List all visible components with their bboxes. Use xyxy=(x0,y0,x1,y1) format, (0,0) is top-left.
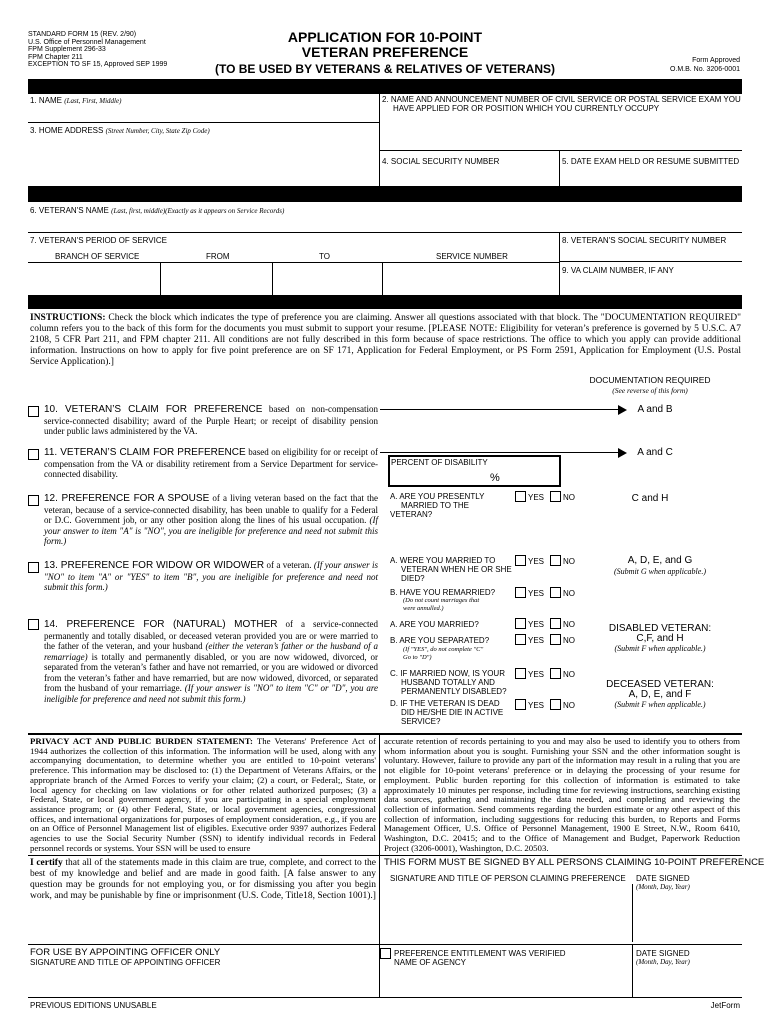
claim-13-a-yes-checkbox[interactable] xyxy=(515,555,526,566)
note-line: (Do not count marriages that xyxy=(403,597,480,604)
claimant-date-hint: (Month, Day, Year) xyxy=(636,883,690,891)
claim-14-docs-disabled xyxy=(585,624,735,654)
question-line: VETERAN? xyxy=(390,510,433,519)
entitlement-verified-label: PREFERENCE ENTITLEMENT WAS VERIFIED xyxy=(394,949,566,958)
address-label-text: 3. HOME ADDRESS xyxy=(30,126,104,135)
claim-13-a-no-checkbox[interactable] xyxy=(550,555,561,566)
vet-ssn-input[interactable] xyxy=(560,246,741,260)
claim-13-b-no-checkbox[interactable] xyxy=(550,587,561,598)
divider xyxy=(28,232,742,233)
claim-13-docs: A, D, E, and G xyxy=(627,555,693,566)
docs-disabled-note: (Submit F when applicable.) xyxy=(614,644,706,653)
claim-11-description: based on eligibility for or receipt of compensation from the VA or disability retirement from a Service Department for service-connected disability. xyxy=(44,447,378,479)
documentation-required-heading: DOCUMENTATION REQUIRED xyxy=(589,375,711,385)
form-subtitle: (TO BE USED BY VETERANS & RELATIVES OF VETERANS) xyxy=(214,62,556,76)
yes-label: YES xyxy=(528,670,545,679)
vet-name-label-text: 6. VETERAN'S NAME xyxy=(30,206,109,215)
agency-name-label: NAME OF AGENCY xyxy=(394,958,467,967)
claim-13-note: (If your answer is "NO" to item "A" or "YES" to item "B", you are ineligible for preference and need not submit this form.) xyxy=(44,560,379,592)
entitlement-verified-checkbox[interactable] xyxy=(380,948,391,959)
no-label: NO xyxy=(563,589,575,598)
yes-label: YES xyxy=(528,557,545,566)
question-line: DIED? xyxy=(401,574,425,583)
arrow-line xyxy=(380,409,622,410)
name-hint: (Last, First, Middle) xyxy=(64,97,122,105)
question-line: SERVICE? xyxy=(401,717,441,726)
vet-name-hint: (Last, first, middle)(Exactly as it appears on Service Records) xyxy=(111,207,285,215)
form-agency: U.S. Office of Personnel Management xyxy=(28,38,146,46)
instructions xyxy=(30,313,741,368)
yes-label: YES xyxy=(528,620,545,629)
divider xyxy=(28,944,742,945)
divider xyxy=(559,261,742,262)
question-line: MARRIED TO THE xyxy=(401,501,470,510)
claim-14-a-yes-checkbox[interactable] xyxy=(515,618,526,629)
jetform-mark: JetForm xyxy=(710,1001,740,1010)
claim-14-note: (If your answer is "NO" to item "C" or "D", you are ineligible for preference and need not submit this form.) xyxy=(44,683,379,704)
claim-13-description: of a veteran. xyxy=(266,560,312,570)
claim-14-question-b: B. ARE YOU SEPARATED? xyxy=(390,636,490,645)
service-number-input[interactable] xyxy=(383,263,558,294)
claim-14-d-no-checkbox[interactable] xyxy=(550,699,561,710)
ssn-input[interactable] xyxy=(380,167,557,185)
claimant-signature-label: SIGNATURE AND TITLE OF PERSON CLAIMING PREFERENCE xyxy=(390,874,626,883)
claim-14-question-a: A. ARE YOU MARRIED? xyxy=(390,620,479,629)
claim-13-title: 13. PREFERENCE FOR WIDOW OR WIDOWER xyxy=(44,560,265,571)
claim-13-text xyxy=(44,560,378,593)
claim-13-checkbox[interactable] xyxy=(28,562,39,573)
claim-14-description-italic: (either the veteran’s father or the husband of a remarriage) xyxy=(44,641,378,662)
question-line: DID HE/SHE DIE IN ACTIVE xyxy=(401,708,504,717)
address-input[interactable] xyxy=(29,136,377,184)
claim-14-description-2: is totally and permanently disabled, or you are now widowed, divorced, or separated from the veteran’s father and have not remarried, or you are widowed or divorced from the veteran’s father and have remarried, but are now widowed, divorced, or separated from the husband of your remarriage. xyxy=(44,651,379,693)
docs-disabled-list: C,F, and H xyxy=(636,633,684,644)
claimant-date-label: DATE SIGNED xyxy=(636,874,690,883)
claim-11-docs: A and C xyxy=(637,447,673,458)
agency-name-input[interactable] xyxy=(393,968,631,996)
claim-14-b-yes-checkbox[interactable] xyxy=(515,634,526,645)
address-field-label xyxy=(30,126,210,136)
docs-deceased-list: A, D, E, and F xyxy=(628,689,692,700)
exam-label-line-2: HAVE APPLIED FOR OR POSITION WHICH YOU CURRENTLY OCCUPY xyxy=(393,104,660,113)
exam-field-label xyxy=(382,95,741,113)
address-hint: (Street Number, City, State Zip Code) xyxy=(105,127,210,135)
claim-10-title: 10. VETERAN’S CLAIM FOR PREFERENCE xyxy=(44,404,263,415)
instructions-heading: INSTRUCTIONS: xyxy=(30,313,106,323)
divider xyxy=(379,735,380,855)
privacy-text-left: The Veterans' Preference Act of 1944 authorizes the collection of this information. The information will be used, along with any accompanying documentation, to determine whether you are entitled to 10-point veterans' preference. This information may be disclosed to: (1) the Department of Veterans Affairs, or the appropriate branch of the Armed Forces to verify your claim; (2) a court, or Federal;, State, or local agency for checking on law violations or for other related authorized purposes; (3) a Federal, State, or local government agency, if you are participating in a special employment assistance program; or (4) other Federal, State, or local government agencies, congressional offices, and international organizations for purposes of employment consideration, e.g., if you are on an Office of Personnel Management list of eligibles. Executive order 9397 authorizes Federal agencies to use the Social Security Number (SSN) to identify individual records in Federal personnel records or systems. Your SSN will be used to ensure xyxy=(30,736,376,853)
form-chapter: FPM Chapter 211 xyxy=(28,53,83,61)
to-column-header: TO xyxy=(319,252,330,261)
yes-label: YES xyxy=(528,636,545,645)
divider xyxy=(632,944,633,997)
question-line: VETERAN WHEN HE OR SHE xyxy=(401,565,512,574)
officer-signature-label: SIGNATURE AND TITLE OF APPOINTING OFFICER xyxy=(30,958,221,967)
claim-13-docs-note: (Submit G when applicable.) xyxy=(614,567,706,576)
officer-signature-input[interactable] xyxy=(29,968,377,996)
omb-approval xyxy=(670,56,740,74)
claimant-signature-input[interactable] xyxy=(381,884,631,942)
privacy-statement-right: accurate retention of records pertaining to you and may also be used to identify you to others from whom information about you is sought. Furnishing your SSN and the other information sought is voluntary. However, failure to provide any part of the information may result in a ruling that you are not eligible for 10-point veterans' preference or in delaying the processing of your resume for employment. Public burden reporting for this collection of information is estimated to take approximately 10 minutes per response, including time for reviewing instructions, searching existing data sources, gathering and maintaining the data needed, and completing and reviewing the collection of information. Send comments regarding the burden estimate or any other aspect of this collection of information, including suggestions for reducing this burden, to Reports and Forms Management Officer, U.S. Office of Personnel Management, 1900 E Street, N.W., Room 6410, Washington, D.C. 20415; and to the Office of Management and Budget, Paperwork Reduction Project (3206-0001), Washington, D.C. 20503. xyxy=(384,736,740,853)
section-bar-3 xyxy=(28,295,742,309)
percent-disability-field[interactable] xyxy=(388,455,561,487)
no-label: NO xyxy=(563,636,575,645)
claim-12-note: (If your answer to item "A" is "NO", you are ineligible for preference and need not submit this form.) xyxy=(44,515,378,546)
certification xyxy=(30,858,376,902)
vet-name-input[interactable] xyxy=(29,215,741,231)
form-exception: EXCEPTION TO SF 15, Approved SEP 1999 xyxy=(28,61,168,68)
divider xyxy=(28,122,379,123)
vet-ssn-field-label: 8. VETERAN'S SOCIAL SECURITY NUMBER xyxy=(562,236,727,245)
must-sign-notice: THIS FORM MUST BE SIGNED BY ALL PERSONS CLAIMING 10-POINT PREFERENCE xyxy=(384,857,765,868)
note-line: (If "YES", do not complete "C" xyxy=(403,646,484,653)
docs-deceased-title: DECEASED VETERAN: xyxy=(606,679,714,690)
claim-12-title: 12. PREFERENCE FOR A SPOUSE xyxy=(44,493,210,504)
claim-10-text xyxy=(44,404,378,437)
section-bar-2 xyxy=(28,186,742,202)
claim-12-text xyxy=(44,493,378,547)
claim-10-description: based on non-compensation service-connected disability; award of the Purple Heart; or receipt of disability pension under public laws administered by the VA. xyxy=(44,404,379,436)
claim-14-question-d xyxy=(390,699,503,726)
note-line: were annulled.) xyxy=(403,604,444,612)
no-label: NO xyxy=(563,557,575,566)
divider xyxy=(632,884,633,942)
claim-10-checkbox[interactable] xyxy=(28,406,39,417)
claim-14-c-no-checkbox[interactable] xyxy=(550,668,561,679)
claim-12-checkbox[interactable] xyxy=(28,495,39,506)
claim-14-title: 14. PREFERENCE FOR (NATURAL) MOTHER xyxy=(44,619,278,630)
claim-14-description-1: of a service-connected permanently and totally disabled, or deceased veteran provided you are or were married to the father of the veteran, and your husband xyxy=(44,619,379,651)
docs-deceased-note: (Submit F when applicable.) xyxy=(614,700,706,709)
from-column-header: FROM xyxy=(206,252,230,261)
claim-14-question-c xyxy=(390,669,507,696)
yes-label: YES xyxy=(528,589,545,598)
divider xyxy=(28,733,742,735)
date-exam-input[interactable] xyxy=(560,167,741,185)
service-number-column-header: SERVICE NUMBER xyxy=(436,252,508,261)
va-claim-input[interactable] xyxy=(560,276,741,294)
claim-13-question-b-note xyxy=(403,597,479,612)
form-supplement: FPM Supplement 296-33 xyxy=(28,46,106,53)
question-line: A. ARE YOU PRESENTLY xyxy=(390,492,485,501)
certify-lead: I certify xyxy=(30,858,63,868)
section-bar-1 xyxy=(28,79,742,94)
note-line: Go to "D") xyxy=(403,653,432,661)
claim-12-description: of a living veteran based on the fact that the veteran, because of a service-connected disability, has been unable to qualify for a Federal or D.C. Government job, or any other position along the lines of his usual occupation. xyxy=(44,493,379,525)
to-input[interactable] xyxy=(273,263,381,294)
claim-14-checkbox[interactable] xyxy=(28,619,39,630)
documentation-required-subheading: (See reverse of this form) xyxy=(612,386,688,395)
officer-date-hint: (Month, Day, Year) xyxy=(636,958,690,966)
no-label: NO xyxy=(563,620,575,629)
claim-13-b-yes-checkbox[interactable] xyxy=(515,587,526,598)
divider xyxy=(379,150,742,151)
name-label-text: 1. NAME xyxy=(30,96,63,105)
claim-14-a-no-checkbox[interactable] xyxy=(550,618,561,629)
percent-disability-label: PERCENT OF DISABILITY xyxy=(391,458,488,467)
claim-14-docs-deceased xyxy=(585,680,735,710)
appointing-officer-heading: FOR USE BY APPOINTING OFFICER ONLY xyxy=(30,947,221,958)
privacy-heading: PRIVACY ACT AND PUBLIC BURDEN STATEMENT: xyxy=(30,736,253,746)
name-input[interactable] xyxy=(29,105,377,121)
ssn-field-label: 4. SOCIAL SECURITY NUMBER xyxy=(382,157,500,166)
claim-10-docs: A and B xyxy=(637,404,673,415)
question-line: PERMANENTLY DISABLED? xyxy=(401,687,507,696)
claim-12-a-no-checkbox[interactable] xyxy=(550,491,561,502)
question-line: D. IF THE VETERAN IS DEAD xyxy=(390,699,500,708)
divider xyxy=(379,855,380,997)
claim-14-b-no-checkbox[interactable] xyxy=(550,634,561,645)
certify-text: that all of the statements made in this claim are true, complete, and correct to the best of my knowledge and belief and are made in good faith. [A false answer to any question may be grounds for not employing you, or for dismissing you after you begin work, and may be punishable by fine or imprisonment (U.S. Code, Title18, Section 1001).] xyxy=(30,858,376,901)
claim-14-text xyxy=(44,619,378,704)
title-line-1: APPLICATION FOR 10-POINT xyxy=(287,29,483,45)
no-label: NO xyxy=(563,670,575,679)
form-number: STANDARD FORM 15 (REV. 2/90) xyxy=(28,31,137,38)
claim-13-question-a xyxy=(390,556,512,583)
yes-label: YES xyxy=(528,493,545,502)
claim-12-question-a xyxy=(390,492,484,519)
previous-editions-notice: PREVIOUS EDITIONS UNUSABLE xyxy=(30,1001,157,1010)
yes-label: YES xyxy=(528,701,545,710)
divider xyxy=(28,997,742,998)
claim-11-checkbox[interactable] xyxy=(28,449,39,460)
no-label: NO xyxy=(563,493,575,502)
claim-12-a-yes-checkbox[interactable] xyxy=(515,491,526,502)
claim-12-docs: C and H xyxy=(631,493,669,504)
question-line: A. WERE YOU MARRIED TO xyxy=(390,556,496,565)
docs-disabled-title: DISABLED VETERAN: xyxy=(608,623,712,634)
arrow-line xyxy=(380,452,622,453)
percent-sign: % xyxy=(490,472,500,484)
exam-input[interactable] xyxy=(380,114,741,148)
question-line: HUSBAND TOTALLY AND xyxy=(401,678,495,687)
officer-date-input[interactable] xyxy=(634,968,740,996)
officer-date-label: DATE SIGNED xyxy=(636,949,690,958)
branch-column-header: BRANCH OF SERVICE xyxy=(55,252,140,261)
claimant-date-input[interactable] xyxy=(634,893,740,941)
no-label: NO xyxy=(563,701,575,710)
form-title xyxy=(200,30,570,60)
branch-input[interactable] xyxy=(29,263,159,294)
va-claim-field-label: 9. VA CLAIM NUMBER, IF ANY xyxy=(562,266,674,275)
date-exam-field-label: 5. DATE EXAM HELD OR RESUME SUBMITTED xyxy=(562,157,740,166)
claim-14-c-yes-checkbox[interactable] xyxy=(515,668,526,679)
title-line-2: VETERAN PREFERENCE xyxy=(301,44,469,60)
claim-14-d-yes-checkbox[interactable] xyxy=(515,699,526,710)
claim-14-question-b-note xyxy=(403,646,483,661)
claim-13-question-b: B. HAVE YOU REMARRIED? xyxy=(390,588,496,597)
approval-line-1: Form Approved xyxy=(692,57,740,64)
question-line: C. IF MARRIED NOW, IS YOUR xyxy=(390,669,505,678)
instructions-text: Check the block which indicates the type of preference you are claiming. Answer all questions associated with that block. The "DOCUMENTATION REQUIRED" column refers you to the back of this form for the documents you must submit to support your resume. [PLEASE NOTE: Eligibility for veteran’s preference is governed by 5 U.S.C. A7 2108, 5 CFR Part 211, and FPM chapter 211. All conditions are not fully described in this form because of space restrictions. The office to which you apply can provide additional information. Instructions on how to apply for five point preference are on SF 171, Application for Federal Employment, or PS Form 2591, Application for Employment (U.S. Postal Service Application).] xyxy=(30,313,741,367)
divider xyxy=(28,855,742,856)
from-input[interactable] xyxy=(161,263,271,294)
claim-11-text xyxy=(44,447,378,480)
period-field-label: 7. VETERAN'S PERIOD OF SERVICE xyxy=(30,236,167,245)
omb-number: O.M.B. No. 3206-0001 xyxy=(669,66,740,73)
exam-label-line-1: 2. NAME AND ANNOUNCEMENT NUMBER OF CIVIL SERVICE OR POSTAL SERVICE EXAM YOU xyxy=(382,95,741,104)
claim-11-title: 11. VETERAN’S CLAIM FOR PREFERENCE xyxy=(44,447,246,458)
privacy-statement-left xyxy=(30,737,376,853)
